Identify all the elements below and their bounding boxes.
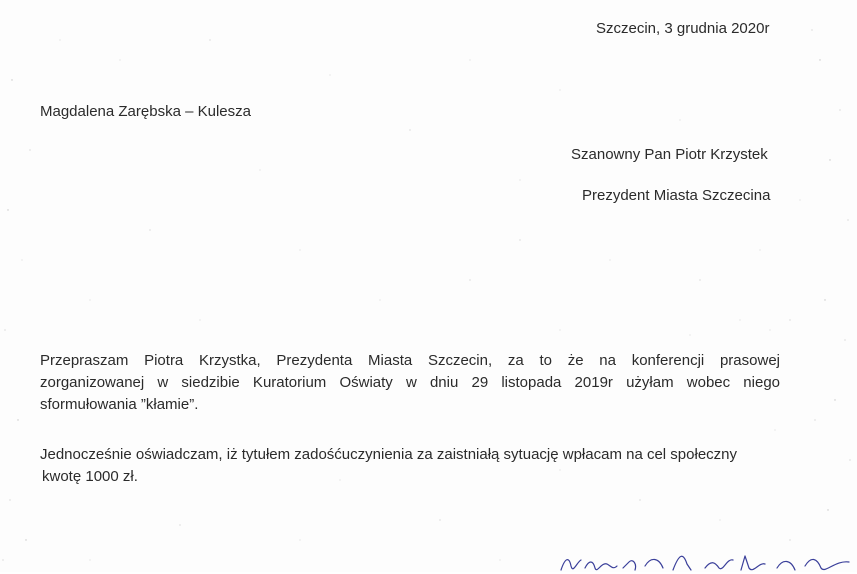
sender-name: Magdalena Zarębska – Kulesza bbox=[40, 103, 251, 120]
handwritten-signature bbox=[555, 548, 855, 574]
apology-line-1: Przepraszam Piotra Krzystka, Prezydenta Miasta Szczecin, za to że na konferencji prasowej bbox=[40, 352, 780, 369]
declaration-paragraph bbox=[40, 444, 800, 488]
declaration-line-2: kwotę 1000 zł. bbox=[42, 468, 138, 485]
apology-paragraph bbox=[40, 350, 780, 416]
apology-line-2: zorganizowanej w siedzibie Kuratorium Oświaty w dniu 29 listopada 2019r użyłam wobec niego bbox=[40, 374, 780, 391]
addressee-title: Prezydent Miasta Szczecina bbox=[582, 187, 771, 204]
place-and-date: Szczecin, 3 grudnia 2020r bbox=[596, 20, 770, 37]
addressee-salutation: Szanowny Pan Piotr Krzystek bbox=[571, 146, 768, 163]
declaration-line-1: Jednocześnie oświadczam, iż tytułem zadośćuczynienia za zaistniałą sytuację wpłacam na cel społeczny bbox=[40, 446, 738, 463]
apology-line-3: sformułowania ”kłamie”. bbox=[40, 396, 199, 413]
